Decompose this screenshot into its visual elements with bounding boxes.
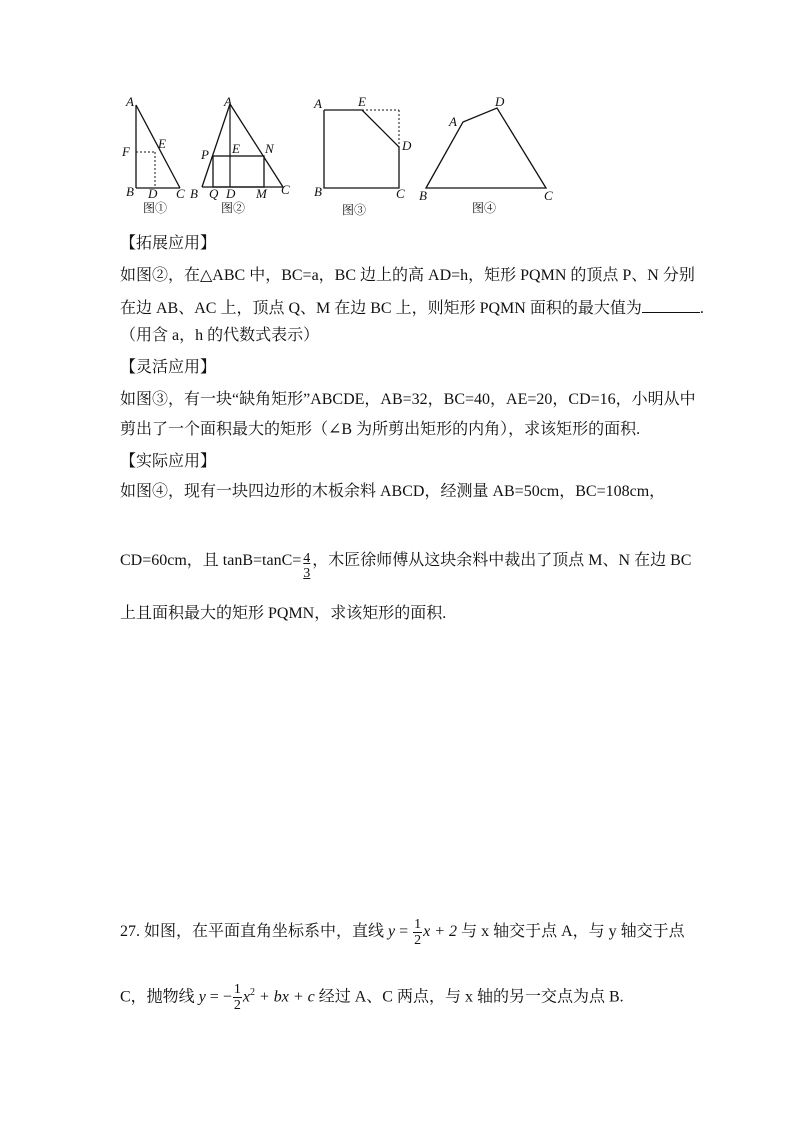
fig2-label-c: C: [281, 182, 290, 197]
fig2-label-q: Q: [209, 186, 219, 201]
figure-3-diagram: [310, 90, 420, 220]
fig2-caption: 图②: [221, 201, 246, 215]
figure-2: [188, 90, 298, 220]
practical-line-2: [120, 546, 691, 581]
expand-heading: 【拓展应用】: [120, 235, 217, 252]
fig4-label-b: B: [419, 188, 427, 203]
tan-fraction: [302, 551, 311, 581]
expand-line-1: 如图②，在△ABC 中，BC=a，BC 边上的高 AD=h，矩形 PQMN 的顶点 P、N 分别: [120, 267, 695, 284]
answer-blank: [642, 298, 700, 313]
fig4-label-c: C: [544, 188, 553, 203]
q27-line-2-pre: C，抛物线: [120, 988, 195, 1006]
fig3-label-c: C: [396, 186, 405, 201]
q27-line-2-post: 经过 A、C 两点，与 x 轴的另一交点为点 B.: [318, 988, 624, 1006]
fig3-label-b: B: [314, 184, 322, 199]
fig4-caption: 图④: [472, 201, 497, 215]
fig4-label-d: D: [495, 94, 505, 109]
q27-eq2-exponent: 2: [249, 987, 255, 998]
figure-4-diagram: [415, 90, 565, 220]
fig1-label-c: C: [176, 186, 185, 201]
fig2-label-d: D: [226, 186, 236, 201]
q27-eq1-fraction: [413, 917, 422, 948]
q27-line-1: [120, 912, 685, 952]
fig2-label-b: B: [190, 186, 198, 201]
fig1-label-a: A: [126, 94, 134, 109]
q27-line-2: [120, 973, 624, 1017]
fig2-label-m: M: [256, 186, 267, 201]
q27-eq1-equals: =: [399, 923, 409, 940]
flexible-heading: 【灵活应用】: [120, 359, 217, 376]
q27-eq1-frac-den: 2: [414, 932, 422, 948]
figure-3: [310, 90, 420, 220]
fig3-label-e: E: [358, 94, 366, 109]
fig2-label-p: P: [201, 147, 209, 162]
figure-2-diagram: [188, 90, 298, 220]
q27-eq2-frac-num: 1: [233, 982, 241, 998]
q27-eq2-y: y: [198, 988, 206, 1006]
figure-1-diagram: [112, 90, 197, 220]
fig1-label-d: D: [148, 186, 158, 201]
fig1-label-b: B: [126, 184, 134, 199]
tan-fraction-numerator: 4: [303, 551, 311, 566]
expand-line-2-end: .: [699, 300, 704, 317]
figure-4: [415, 90, 565, 220]
practical-line-2-post: ，木匠徐师傅从这块余料中裁出了顶点 M、N 在边 BC: [312, 552, 692, 569]
q27-eq2-frac-den: 2: [233, 998, 241, 1014]
q27-number: 27.: [120, 923, 140, 940]
practical-line-3: 上且面积最大的矩形 PQMN，求该矩形的面积.: [120, 605, 447, 622]
practical-line-2-pre: CD=60cm，且 tanB=tanC=: [120, 552, 302, 569]
fig3-label-a: A: [314, 96, 322, 111]
expand-line-2-text: 在边 AB、AC 上，顶点 Q、M 在边 BC 上，则矩形 PQMN 面积的最大值为: [120, 300, 642, 317]
fig3-caption: 图③: [342, 203, 367, 217]
q27-eq1-y: y: [388, 923, 396, 940]
fig3-label-d: D: [402, 138, 412, 153]
fig2-label-n: N: [265, 141, 274, 156]
q27-eq2-fraction: [233, 982, 242, 1013]
q27-line-1-pre: 如图，在平面直角坐标系中，直线: [144, 923, 385, 940]
q27-eq2-x: x: [242, 988, 250, 1006]
fig2-label-a: A: [224, 94, 232, 109]
fig2-label-e: E: [232, 141, 240, 156]
figure-1: [112, 90, 197, 220]
tan-fraction-denominator: 3: [303, 566, 311, 581]
fig1-label-e: E: [158, 136, 166, 151]
q27-eq2-rest: + bx + c: [258, 988, 315, 1006]
fig1-caption: 图①: [143, 201, 168, 215]
q27-eq1-rest: x + 2: [423, 923, 458, 940]
flexible-line-1: 如图③，有一块“缺角矩形”ABCDE，AB=32，BC=40，AE=20，CD=16，小明从中: [120, 391, 696, 408]
q27-eq2-equals: = −: [209, 988, 232, 1006]
fig1-label-f: F: [122, 144, 130, 159]
practical-heading: 【实际应用】: [120, 453, 217, 470]
q27-eq1-frac-num: 1: [414, 916, 422, 932]
q27-line-1-post: 与 x 轴交于点 A，与 y 轴交于点: [461, 923, 685, 940]
expand-line-3: （用含 a，h 的代数式表示）: [120, 327, 320, 344]
expand-line-2: [120, 298, 704, 319]
flexible-line-2: 剪出了一个面积最大的矩形（∠B 为所剪出矩形的内角），求该矩形的面积.: [120, 421, 641, 438]
practical-line-1: 如图④，现有一块四边形的木板余料 ABCD，经测量 AB=50cm，BC=108cm，: [120, 483, 666, 500]
fig4-label-a: A: [449, 114, 457, 129]
